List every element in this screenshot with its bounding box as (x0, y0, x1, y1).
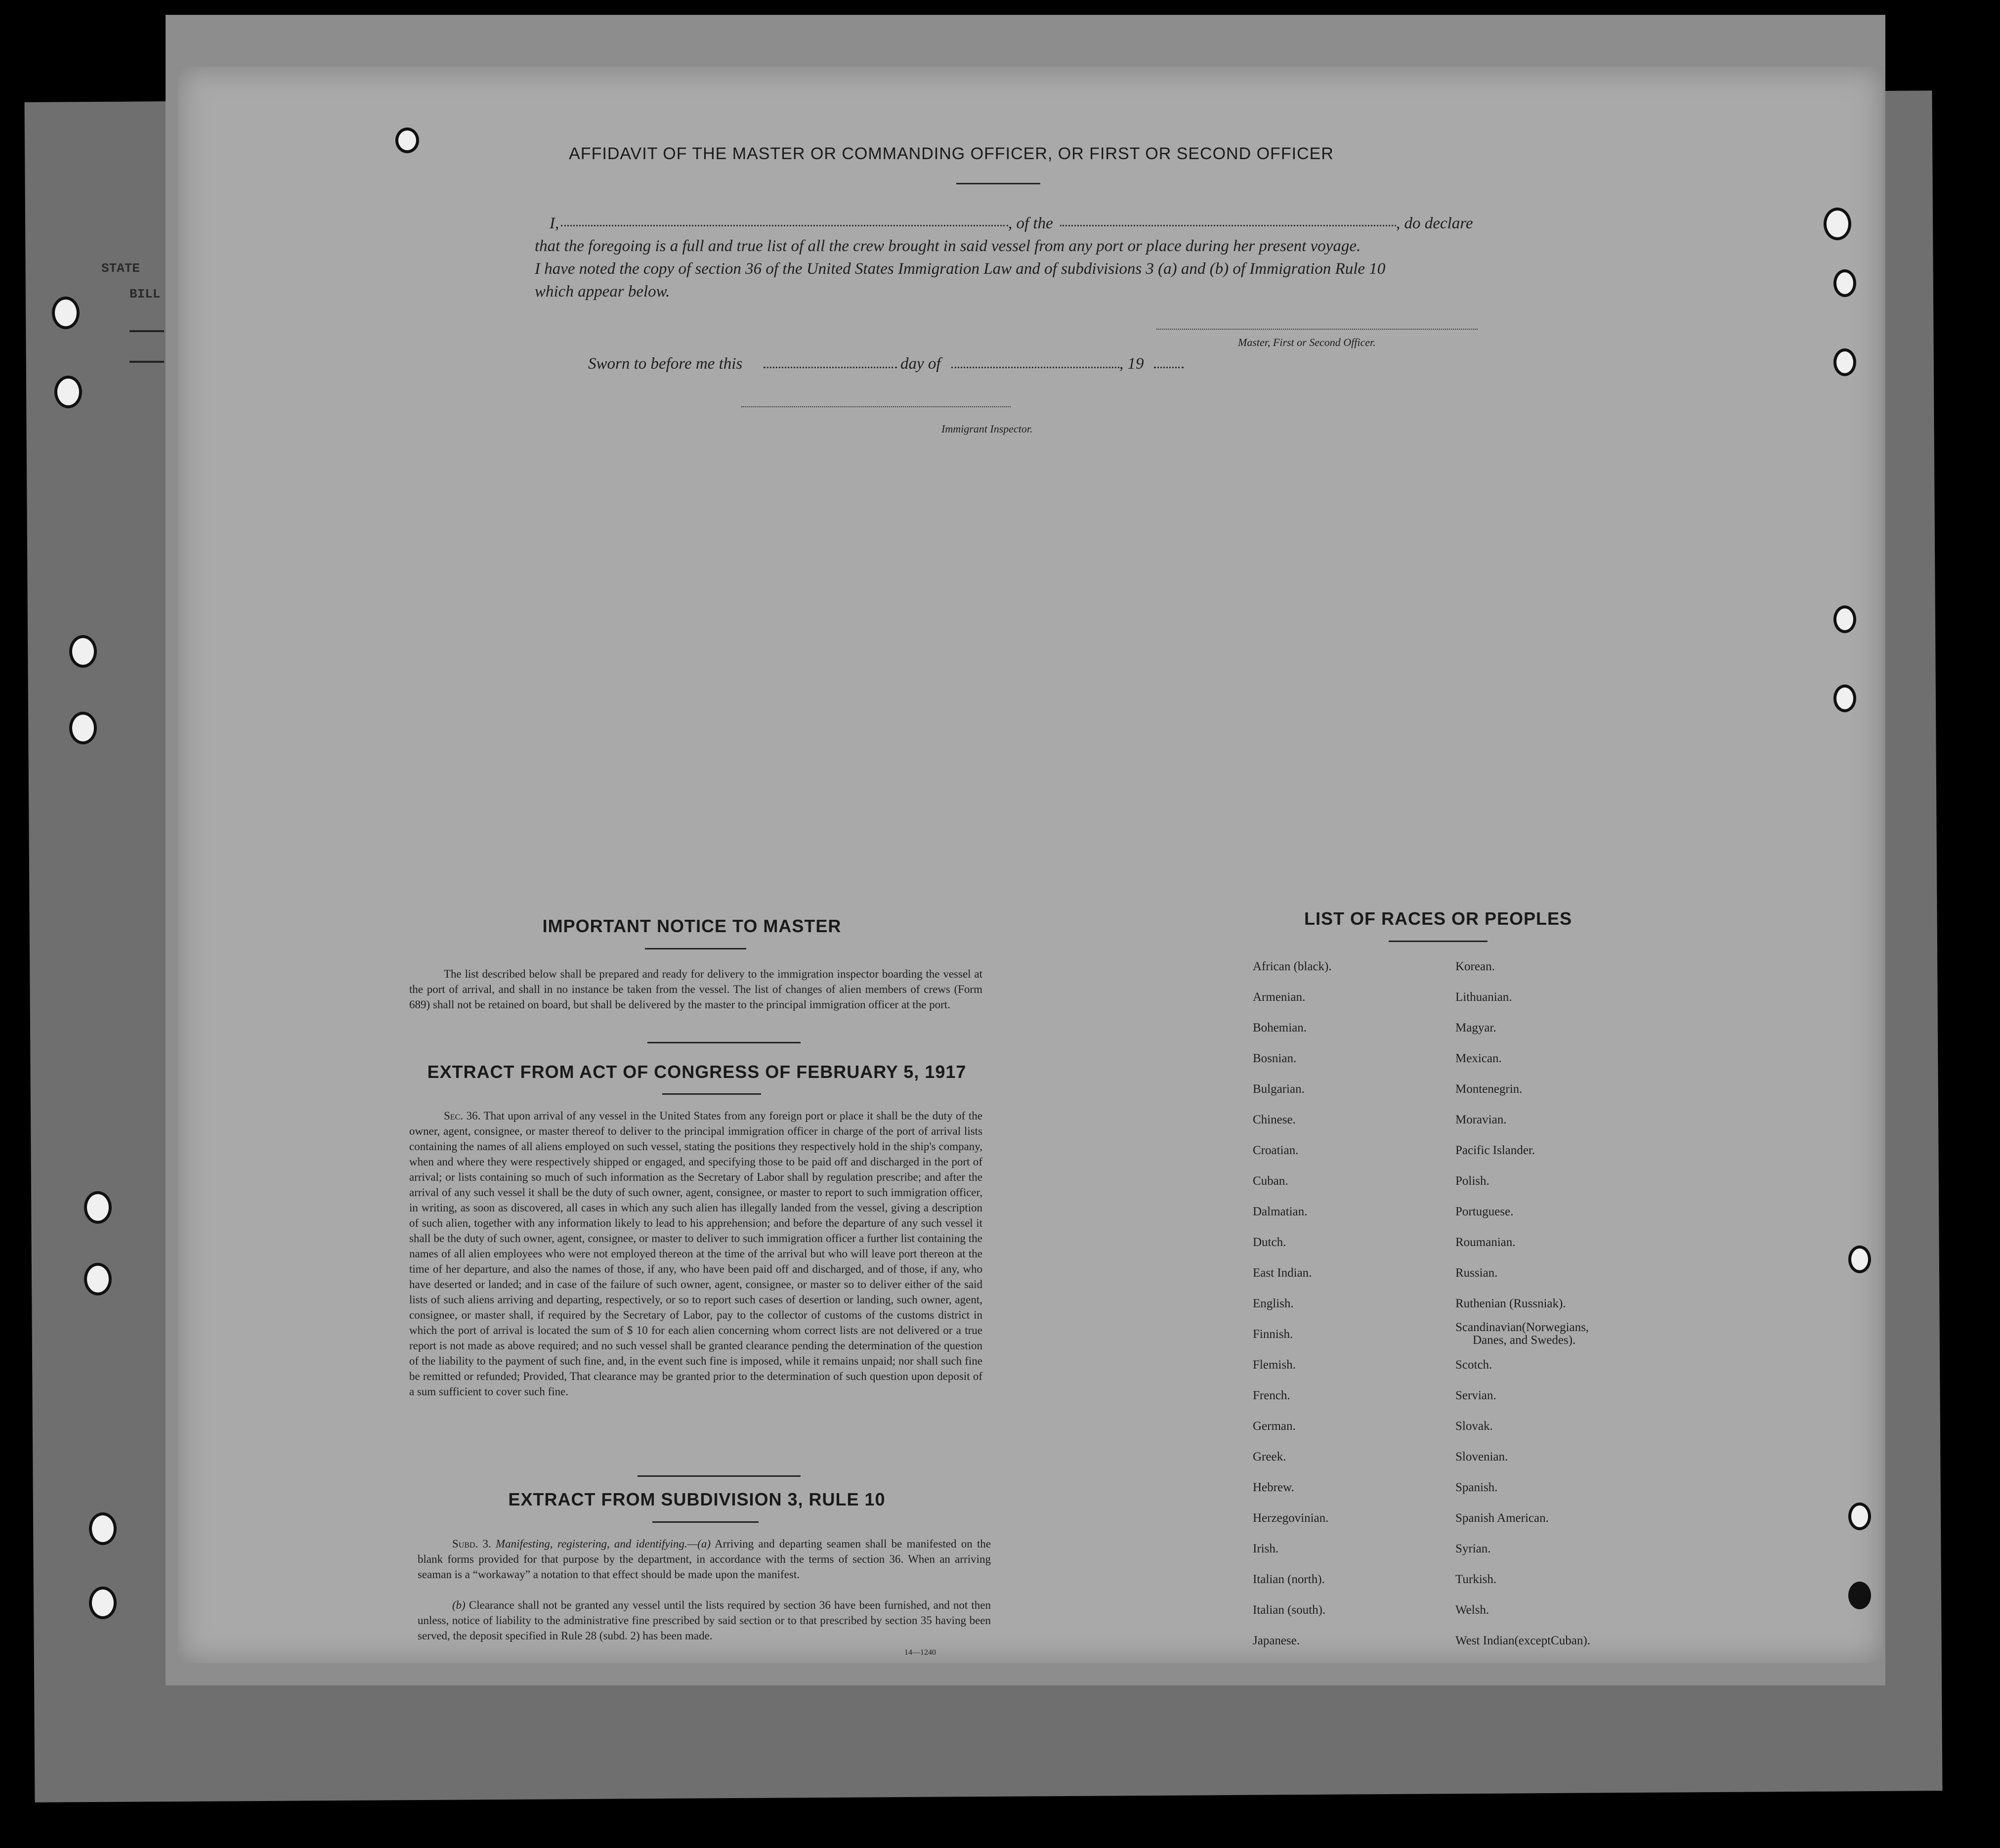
officer-signature-field[interactable] (1156, 329, 1478, 330)
officer-signature-label: Master, First or Second Officer. (1238, 336, 1376, 348)
race-item: Welsh. (1455, 1603, 1489, 1617)
punch-hole (89, 1512, 117, 1545)
race-item: German. (1253, 1419, 1296, 1433)
do-declare-label: , do declare (1396, 215, 1473, 232)
races-title: LIST OF RACES OR PEOPLES (1304, 908, 1573, 929)
act-text (409, 1108, 982, 1399)
race-item: African (black). (1253, 960, 1332, 973)
race-item: Mexican. (1455, 1052, 1502, 1065)
punch-hole (1824, 208, 1851, 240)
race-item: Dalmatian. (1253, 1205, 1308, 1218)
title-rule (956, 183, 1040, 184)
race-item: Moravian. (1455, 1113, 1507, 1126)
punch-hole (69, 712, 97, 744)
race-item: Lithuanian. (1455, 990, 1512, 1004)
subd-label: Subd. 3. (452, 1538, 491, 1550)
race-item: Syrian. (1455, 1542, 1491, 1555)
rule10-para-a (418, 1536, 991, 1582)
notice-text: The list described below shall be prepared and ready for delivery to the immigration inspector boarding the vessel at the port of arrival, and shall in no instance be taken from the vessel. The list of changes of alien members of crews (Form 689) shall not be retained on board, but shall be delivered by the master to the principal immigration officer at the port. (409, 968, 982, 1011)
affidavit-body-line: that the foregoing is a full and true list of all the crew brought in said vessel from any port or place during her present voyage. (535, 237, 1361, 255)
punch-hole (84, 1191, 112, 1224)
notice-end-rule (647, 1042, 801, 1043)
race-item: Flemish. (1253, 1358, 1296, 1372)
race-item: Hebrew. (1253, 1481, 1294, 1494)
punch-hole (89, 1587, 117, 1619)
notice-title: IMPORTANT NOTICE TO MASTER (542, 916, 842, 936)
sworn-month-field[interactable] (951, 367, 1119, 368)
vessel-name-field[interactable] (1060, 225, 1396, 226)
rule10-para-b (418, 1597, 991, 1643)
punch-hole (52, 297, 80, 329)
race-item: Irish. (1253, 1542, 1279, 1555)
sworn-day-field[interactable] (764, 367, 897, 368)
form-page (178, 67, 1883, 1663)
punch-hole (84, 1263, 112, 1295)
punch-hole (1848, 1582, 1871, 1609)
race-item: Slovak. (1455, 1419, 1493, 1433)
race-item: Italian (south). (1253, 1603, 1326, 1617)
race-item: Finnish. (1253, 1328, 1293, 1341)
race-item: Bulgarian. (1253, 1082, 1305, 1096)
race-item: Bosnian. (1253, 1052, 1297, 1065)
subd-text-a: Arriving and departing seamen shall be manifested on the blank forms provided for that purpose by the department, in accordance with the terms of section 36. When an arriving seaman is a “workaway” a notation to that effect should be made upon the manifest. (418, 1538, 991, 1581)
race-item: Russian. (1455, 1266, 1498, 1280)
punch-hole (54, 376, 82, 408)
rule10-title: EXTRACT FROM SUBDIVISION 3, RULE 10 (508, 1489, 886, 1509)
edge-rule (129, 361, 164, 363)
race-item: Cuban. (1253, 1174, 1288, 1188)
race-item: Dutch. (1253, 1236, 1286, 1249)
race-item: Magyar. (1455, 1021, 1496, 1034)
race-item: Bohemian. (1253, 1021, 1307, 1034)
act-section-text: That upon arrival of any vessel in the United States from any foreign port or place it shall be the duty of the owner, agent, consignee, or master thereof to deliver to the principal immigration officer in charge of the port of arrival lists containing the names of all aliens employed on such vessel, stating the positions they respectively hold in the ship's company, when and where they were respectively shipped or engaged, and specifying those to be paid off and discharged in the port of arrival; or lists containing so much of such information as the Secretary of Labor shall by regulation prescribe; and after the arrival of any such vessel it shall be the duty of such owner, agent, consignee, or master to report to such immigration officer, in writing, as soon as discovered, all cases in which any such alien has illegally landed from the vessel, giving a description of such alien, together with any information likely to lead to his apprehension; and before the departure of any such vessel it shall be the duty of such owner, agent, consignee, or master to deliver to such immigration officer a further list containing the names of all alien employees who were not employed thereon at the time of the arrival but who will leave port thereon at the time of her departure, and also the names of those, if any, who have been paid off and discharged, and of those, if any, who have deserted or landed; and in case of the failure of such owner, agent, consignee, or master so to deliver either of the said lists of such aliens arriving and departing, respectively, or so to report such cases of desertion or landing, such owner, agent, consignee, or master shall, if required by the Secretary of Labor, pay to the collector of customs of the customs district in which the port of arrival is located the sum of $ 10 for each alien concerning whom correct lists are not delivered or a true report is not made as above required; and no such vessel shall be granted clearance pending the determination of the question of the liability to the payment of such fine, and, in the event such fine is imposed, while it remains unpaid; nor shall such fine be remitted or refunded; Provided, That clearance may be granted prior to the determination of such question upon deposit of a sum sufficient to cover such fine. (409, 1110, 982, 1398)
race-item: Polish. (1455, 1174, 1489, 1188)
race-item: Turkish. (1455, 1573, 1497, 1586)
race-item: Croatian. (1253, 1144, 1299, 1157)
race-item: Montenegrin. (1455, 1082, 1523, 1096)
sworn-label: Sworn to before me this (588, 355, 743, 373)
year-label: , 19 (1119, 355, 1144, 373)
of-the-label: , of the (1008, 215, 1053, 232)
race-item: Pacific Islander. (1455, 1144, 1535, 1157)
races-rule (1389, 941, 1488, 942)
sworn-year-field[interactable] (1154, 367, 1184, 368)
day-of-label: day of (900, 355, 941, 373)
form-number: 14—1240 (904, 1648, 936, 1657)
race-item: Portuguese. (1455, 1205, 1514, 1218)
notice-rule (645, 948, 746, 949)
race-item: Slovenian. (1455, 1450, 1508, 1463)
edge-label-bill: BILL (129, 287, 161, 301)
race-item: Italian (north). (1253, 1573, 1325, 1586)
act-section-label: Sec. 36. (444, 1110, 481, 1122)
subd-b-label: (b) (452, 1599, 466, 1611)
punch-hole (1833, 685, 1856, 712)
race-item: Korean. (1455, 960, 1495, 973)
act-title: EXTRACT FROM ACT OF CONGRESS OF FEBRUARY 5, 1917 (427, 1062, 967, 1082)
race-item: Herzegovinian. (1253, 1511, 1329, 1525)
rule10-rule (652, 1521, 759, 1523)
affidavit-body-line: which appear below. (535, 283, 670, 301)
subd-heading: Manifesting, registering, and identifying.—(a) (496, 1538, 711, 1550)
race-item: Roumanian. (1455, 1236, 1516, 1249)
race-item: Ruthenian (Russniak). (1455, 1297, 1566, 1310)
race-item: Spanish. (1455, 1481, 1498, 1494)
punch-hole (1833, 269, 1856, 297)
race-item: Scotch. (1455, 1358, 1492, 1372)
inspector-signature-field[interactable] (741, 406, 1011, 407)
inspector-label: Immigrant Inspector. (941, 423, 1033, 435)
punch-hole (395, 128, 419, 153)
race-item: East Indian. (1253, 1266, 1312, 1280)
race-item: Armenian. (1253, 990, 1306, 1004)
race-item: West Indian(exceptCuban). (1455, 1634, 1590, 1647)
punch-hole (1848, 1246, 1871, 1273)
race-item: Spanish American. (1455, 1511, 1549, 1525)
race-item: French. (1253, 1389, 1290, 1402)
race-item: English. (1253, 1297, 1294, 1310)
punch-hole (1833, 348, 1856, 376)
affidavit-body-line: I have noted the copy of section 36 of the United States Immigration Law and of subdivisions 3 (a) and (b) of Immigration Rule 10 (535, 260, 1386, 278)
act-rule (662, 1093, 761, 1095)
race-item: Servian. (1455, 1389, 1496, 1402)
race-item: Danes, and Swedes). (1473, 1333, 1576, 1347)
edge-label-state: STATE (101, 261, 140, 276)
declarant-label: I, (550, 215, 559, 232)
subd-text-b: Clearance shall not be granted any vessel until the lists required by section 36 have been furnished, and not then unless, notice of liability to the administrative fine prescribed by said section or to that prescribed by section 35 having been served, the deposit specified in Rule 28 (subd. 2) has been made. (418, 1599, 991, 1642)
race-item: Japanese. (1253, 1634, 1300, 1647)
declarant-name-field[interactable] (561, 225, 1008, 226)
punch-hole (1833, 605, 1856, 633)
act-end-rule (638, 1475, 801, 1477)
race-item: Greek. (1253, 1450, 1286, 1463)
race-item: Chinese. (1253, 1113, 1296, 1126)
edge-rule (129, 330, 164, 332)
punch-hole (69, 635, 97, 668)
affidavit-title: AFFIDAVIT OF THE MASTER OR COMMANDING OFFICER, OR FIRST OR SECOND OFFICER (569, 144, 1334, 163)
punch-hole (1848, 1503, 1871, 1530)
race-item: Scandinavian(Norwegians, (1455, 1321, 1589, 1334)
